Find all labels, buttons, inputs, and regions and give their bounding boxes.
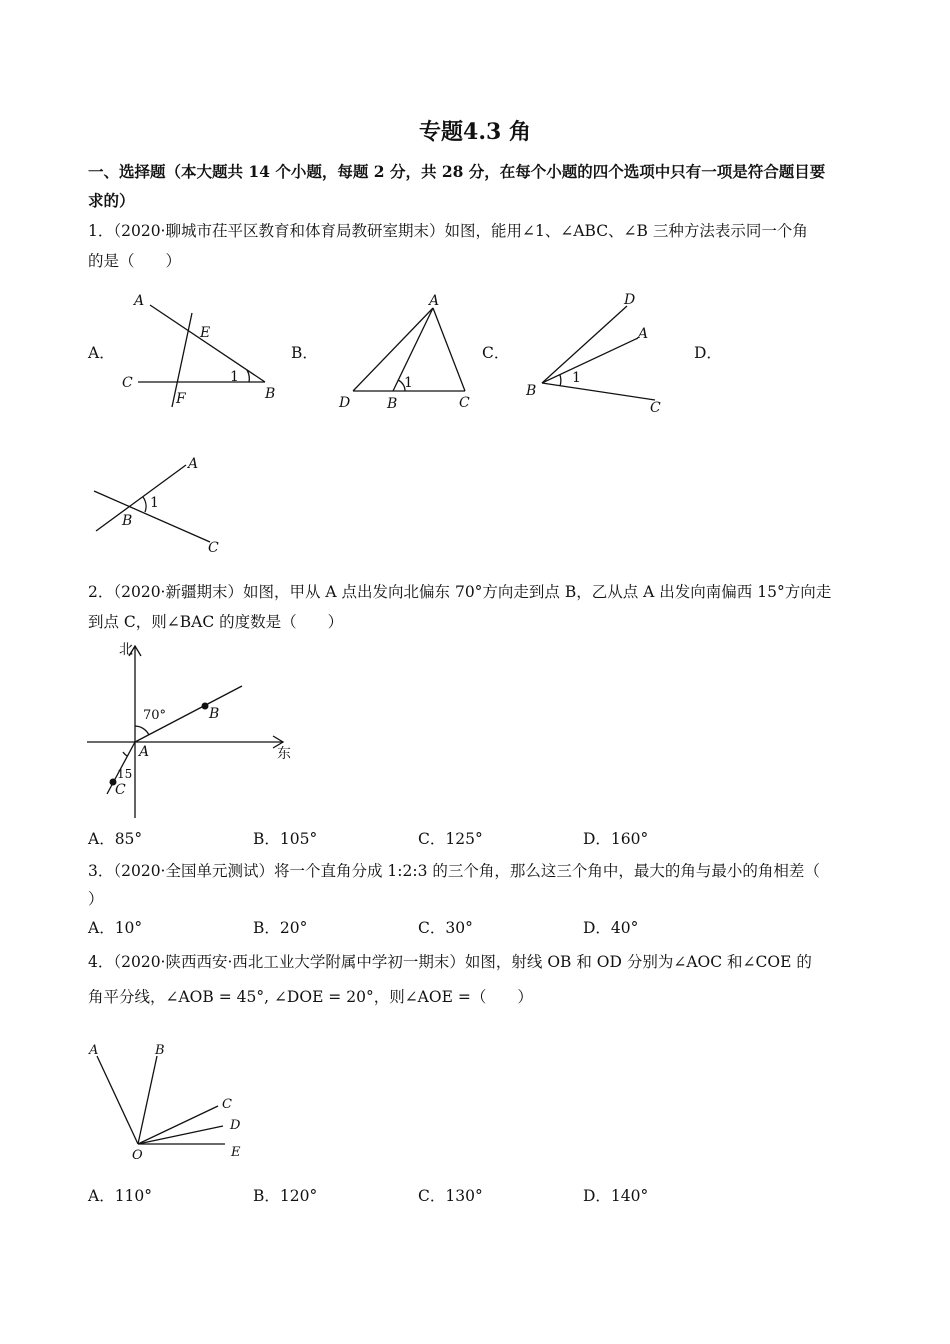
q3-option-b[interactable]: B．20° xyxy=(253,919,308,937)
label-a: A xyxy=(188,456,199,472)
q3-option-d[interactable]: D．40° xyxy=(583,919,639,937)
q2-stem-cont: 到点 C，则∠BAC 的度数是（ ） xyxy=(88,613,344,631)
label-d: D xyxy=(624,292,636,308)
label-o: O xyxy=(132,1148,143,1163)
label-c: C xyxy=(208,540,219,556)
q2-stem: 2．（2020·新疆期末）如图，甲从 A 点出发向北偏东 70°方向走到点 B，乙从点 A 出发向南偏西 15°方向走 xyxy=(88,583,832,601)
label-a: A xyxy=(89,1043,99,1058)
label-east: 东 xyxy=(277,746,291,762)
q1-option-c[interactable]: C． xyxy=(482,344,510,362)
ray-oa xyxy=(97,1056,138,1144)
label-e: E xyxy=(200,325,211,341)
q2-option-d[interactable]: D．160° xyxy=(583,830,649,848)
q1-stem: 1．（2020·聊城市茌平区教育和体育局教研室期末）如图，能用∠1、∠ABC、∠B 三种方法表示同一个角 xyxy=(88,222,808,240)
q1-stem-cont: 的是（ ） xyxy=(88,252,182,270)
ray-bd xyxy=(542,306,627,383)
label-b: B xyxy=(265,386,276,402)
q1-figure-d xyxy=(88,450,238,560)
q1-figure-c xyxy=(520,290,680,420)
section-heading: 一、选择题（本大题共 14 个小题，每题 2 分，共 28 分，在每个小题的四个选项中只有一项是符合题目要 xyxy=(88,162,826,181)
angle-arc xyxy=(143,497,146,512)
label-70: 70° xyxy=(143,708,167,723)
point-b xyxy=(202,703,209,710)
label-c: C xyxy=(115,782,126,798)
q2-figure xyxy=(85,638,300,823)
q2-option-b[interactable]: B．105° xyxy=(253,830,318,848)
ray-ba xyxy=(542,338,638,383)
label-a: A xyxy=(139,744,150,760)
side-da xyxy=(353,308,433,391)
side-ac xyxy=(433,308,465,391)
label-1: 1 xyxy=(230,369,239,385)
q4-option-b[interactable]: B．120° xyxy=(253,1187,318,1205)
q3-stem: 3．（2020·全国单元测试）将一个直角分成 1:2:3 的三个角，那么这三个角中，最大的角与最小的角相差（ xyxy=(88,862,820,880)
angle-arc xyxy=(560,375,561,386)
label-north: 北 xyxy=(119,642,133,658)
label-c: C xyxy=(459,395,470,411)
label-b: B xyxy=(155,1043,165,1058)
q1-option-d[interactable]: D． xyxy=(694,344,722,362)
q4-stem: 4．（2020·陕西西安·西北工业大学附属中学初一期末）如图，射线 OB 和 OD 分别为∠AOC 和∠COE 的 xyxy=(88,953,812,971)
ray-oc xyxy=(138,1106,218,1144)
q1-option-b[interactable]: B． xyxy=(291,344,318,362)
q4-option-a[interactable]: A．110° xyxy=(88,1187,153,1205)
q4-figure xyxy=(85,1038,255,1168)
angle-70-arc xyxy=(135,726,149,735)
segment-ab xyxy=(393,308,433,391)
q1-figure-a xyxy=(110,285,290,415)
q3-stem-cont: ） xyxy=(88,890,104,908)
q4-option-d[interactable]: D．140° xyxy=(583,1187,649,1205)
ray-od xyxy=(138,1126,223,1144)
q1-option-a[interactable]: A． xyxy=(88,344,115,362)
q2-option-a[interactable]: A．85° xyxy=(88,830,143,848)
ray-ob xyxy=(138,1056,157,1144)
label-e: E xyxy=(231,1145,241,1160)
label-1: 1 xyxy=(404,375,413,391)
q1-figure-b xyxy=(335,290,480,415)
q3-option-c[interactable]: C．30° xyxy=(418,919,473,937)
label-b: B xyxy=(122,513,133,529)
label-b: B xyxy=(209,706,220,722)
label-c: C xyxy=(222,1097,232,1112)
label-a: A xyxy=(429,293,440,309)
label-a: A xyxy=(638,326,649,342)
label-1: 1 xyxy=(572,370,581,386)
label-d: D xyxy=(339,395,351,411)
label-c: C xyxy=(650,400,661,416)
label-b: B xyxy=(387,396,398,412)
label-d: D xyxy=(230,1118,241,1133)
angle-15-arc xyxy=(123,752,127,756)
label-a: A xyxy=(134,293,145,309)
q2-option-c[interactable]: C．125° xyxy=(418,830,483,848)
label-1: 1 xyxy=(150,495,159,511)
q3-option-a[interactable]: A．10° xyxy=(88,919,143,937)
label-c: C xyxy=(122,375,133,391)
ray-bc xyxy=(542,383,655,400)
label-f: F xyxy=(176,391,186,407)
label-15: 15 xyxy=(117,767,133,781)
page-title: 专题4.3 角 xyxy=(419,119,531,145)
q4-option-c[interactable]: C．130° xyxy=(418,1187,483,1205)
label-b: B xyxy=(526,383,537,399)
q4-stem-cont: 角平分线，∠AOB = 45°, ∠DOE = 20°，则∠AOE =（ ） xyxy=(88,988,533,1006)
section-heading-cont: 求的） xyxy=(88,191,135,210)
